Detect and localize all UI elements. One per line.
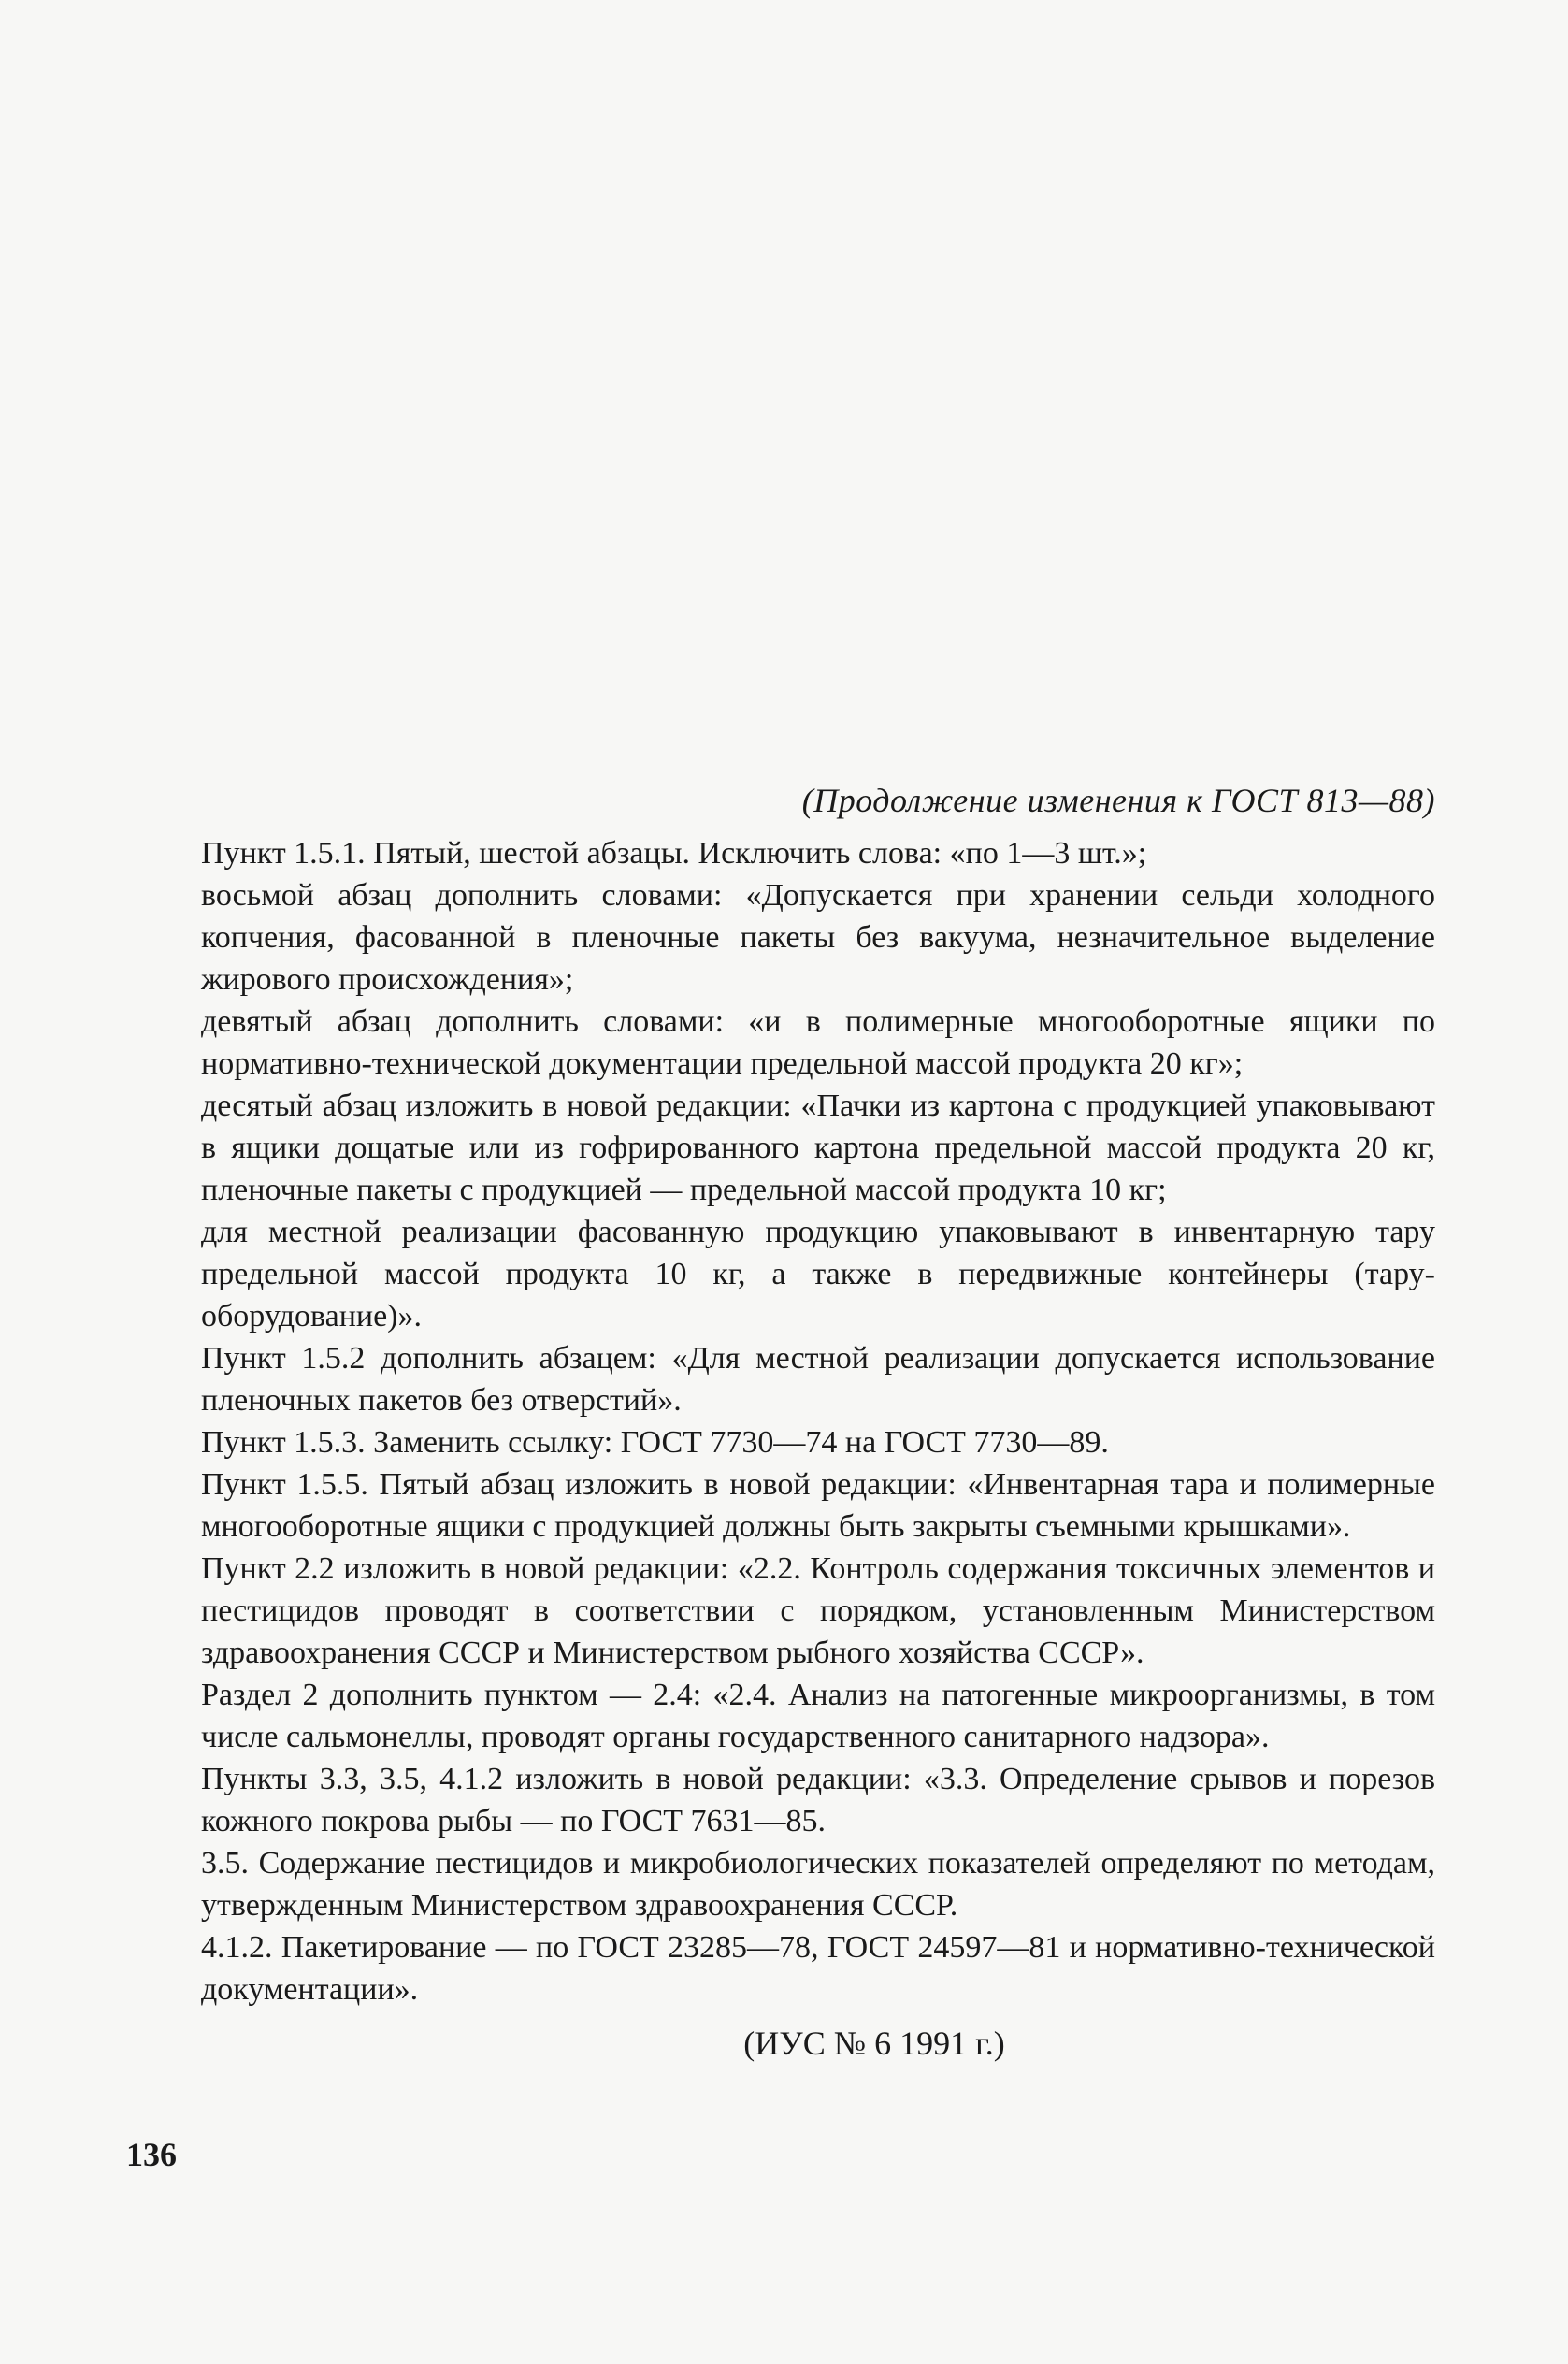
- paragraph-4: десятый абзац изложить в новой редакции: «Пачки из картона с продукцией упаковывают в ящики дощатые или из гофрированного картона предельной массой продукта 20 кг, пленочные пакеты с продукцией — предельной массой продукта 10 кг;: [201, 1088, 1435, 1208]
- paragraph-2: восьмой абзац дополнить словами: «Допускается при хранении сельди холодного копчения, фасованной в пленочные пакеты без вакуума, незначительное выделение жирового происхождения»;: [201, 878, 1435, 998]
- text-block: [201, 832, 1435, 2011]
- paragraph-1-text: Пункт 1.5.1. Пятый, шестой абзацы. Исключить слова: «по 1—3 шт.»;: [201, 836, 1147, 872]
- paragraph-6: Пункт 1.5.2 дополнить абзацем: «Для местной реализации допускается использование пленочных пакетов без отверстий».: [201, 1341, 1435, 1419]
- paragraph-8: Пункт 1.5.5. Пятый абзац изложить в новой редакции: «Инвентарная тара и полимерные многооборотные ящики с продукцией должны быть закрыты съемными крышками».: [201, 1467, 1435, 1545]
- paragraph-1: [201, 832, 1435, 874]
- paragraph-5: для местной реализации фасованную продукцию упаковывают в инвентарную тару предельной массой продукта 10 кг, а также в передвижные контейнеры (тару-оборудование)».: [201, 1215, 1435, 1334]
- document-body: [201, 781, 1435, 2063]
- continuation-header: (Продолжение изменения к ГОСТ 813—88): [801, 782, 1435, 819]
- paragraph-10: Раздел 2 дополнить пунктом — 2.4: «2.4. Анализ на патогенные микроорганизмы, в том числе сальмонеллы, проводят органы государственного санитарного надзора».: [201, 1678, 1435, 1755]
- source-reference: (ИУС № 6 1991 г.): [743, 2025, 1005, 2063]
- paragraph-13: 4.1.2. Пакетирование — по ГОСТ 23285—78, ГОСТ 24597—81 и нормативно-технической документации».: [201, 1930, 1435, 2008]
- page-number: 136: [126, 2136, 177, 2173]
- paragraph-11: Пункты 3.3, 3.5, 4.1.2 изложить в новой редакции: «3.3. Определение срывов и порезов кожного покрова рыбы — по ГОСТ 7631—85.: [201, 1762, 1435, 1839]
- paragraph-9: Пункт 2.2 изложить в новой редакции: «2.2. Контроль содержания токсичных элементов и пестицидов проводят в соответствии с порядком, установленным Министерством здравоохранения СССР и Министерством рыбного хозяйства СССР».: [201, 1551, 1435, 1671]
- paragraph-7: Пункт 1.5.3. Заменить ссылку: ГОСТ 7730—74 на ГОСТ 7730—89.: [201, 1425, 1109, 1461]
- paragraph-12: 3.5. Содержание пестицидов и микробиологических показателей определяют по методам, утвержденным Министерством здравоохранения СССР.: [201, 1846, 1435, 1924]
- paragraph-3: девятый абзац дополнить словами: «и в полимерные многооборотные ящики по нормативно-технической документации предельной массой продукта 20 кг»;: [201, 1004, 1435, 1082]
